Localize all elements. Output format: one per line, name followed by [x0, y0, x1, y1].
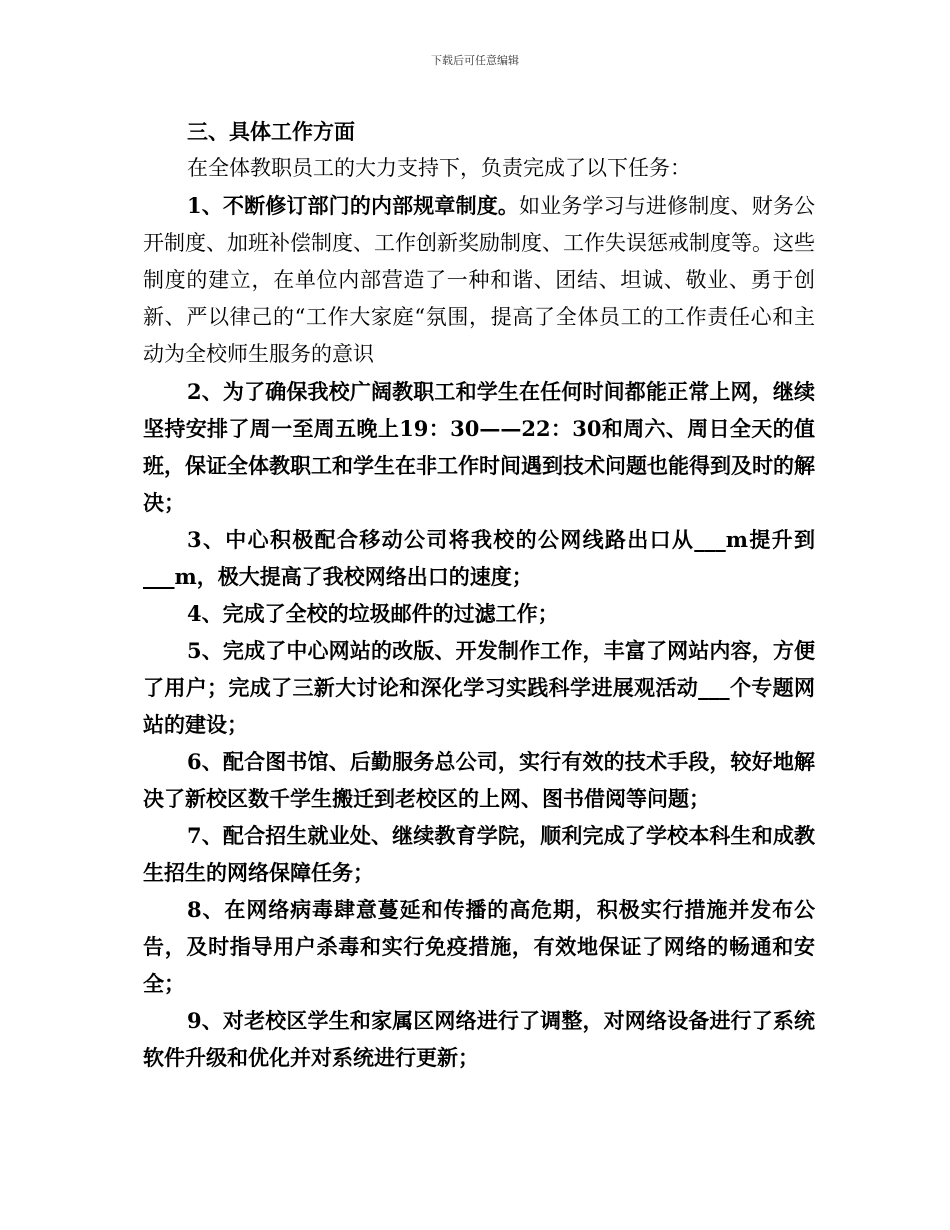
item-5-paragraph: 5、完成了中心网站的改版、开发制作工作，丰富了网站内容，方便了用户；完成了三新大讨论和深化学习实践科学进展观活动___个专题网站的建设；	[143, 638, 815, 737]
item-7-paragraph: 7、配合招生就业处、继续教育学院，顺利完成了学校本科生和成教生招生的网络保障任务；	[143, 823, 815, 885]
item-4-paragraph: 4、完成了全校的垃圾邮件的过滤工作；	[187, 601, 559, 626]
intro-paragraph: 在全体教职员工的大力支持下，负责完成了以下任务：	[187, 156, 691, 180]
item-1-paragraph	[143, 187, 815, 373]
document-body	[143, 113, 815, 1076]
item-3-paragraph: 3、中心积极配合移动公司将我校的公网线路出口从___m提升到___m，极大提高了我校网络出口的速度；	[143, 527, 815, 589]
item-1-lead: 1、不断修订部门的内部规章制度。	[187, 193, 520, 218]
item-2-paragraph: 2、为了确保我校广阔教职工和学生在任何时间都能正常上网，继续坚持安排了周一至周五晚上19：30——22：30和周六、周日全天的值班，保证全体教职工和学生在非工作时间遇到技术问题也能得到及时的解决；	[143, 379, 815, 515]
item-1-text: 如业务学习与进修制度、财务公开制度、加班补偿制度、工作创新奖励制度、工作失误惩戒制度等。这些制度的建立，在单位内部营造了一种和谐、团结、坦诚、敬业、勇于创新、严以律己的“工作大家庭“氛围，提高了全体员工的工作责任心和主动为全校师生服务的意识	[143, 194, 815, 366]
item-6-paragraph: 6、配合图书馆、后勤服务总公司，实行有效的技术手段，较好地解决了新校区数千学生搬迁到老校区的上网、图书借阅等问题；	[143, 749, 815, 811]
section-title: 三、具体工作方面	[187, 119, 355, 144]
page-header: 下载后可任意编辑	[431, 54, 519, 67]
item-9-paragraph: 9、对老校区学生和家属区网络进行了调整，对网络设备进行了系统软件升级和优化并对系统进行更新；	[143, 1008, 815, 1070]
item-8-paragraph: 8、在网络病毒肆意蔓延和传播的高危期，积极实行措施并发布公告，及时指导用户杀毒和实行免疫措施，有效地保证了网络的畅通和安全；	[143, 897, 815, 996]
